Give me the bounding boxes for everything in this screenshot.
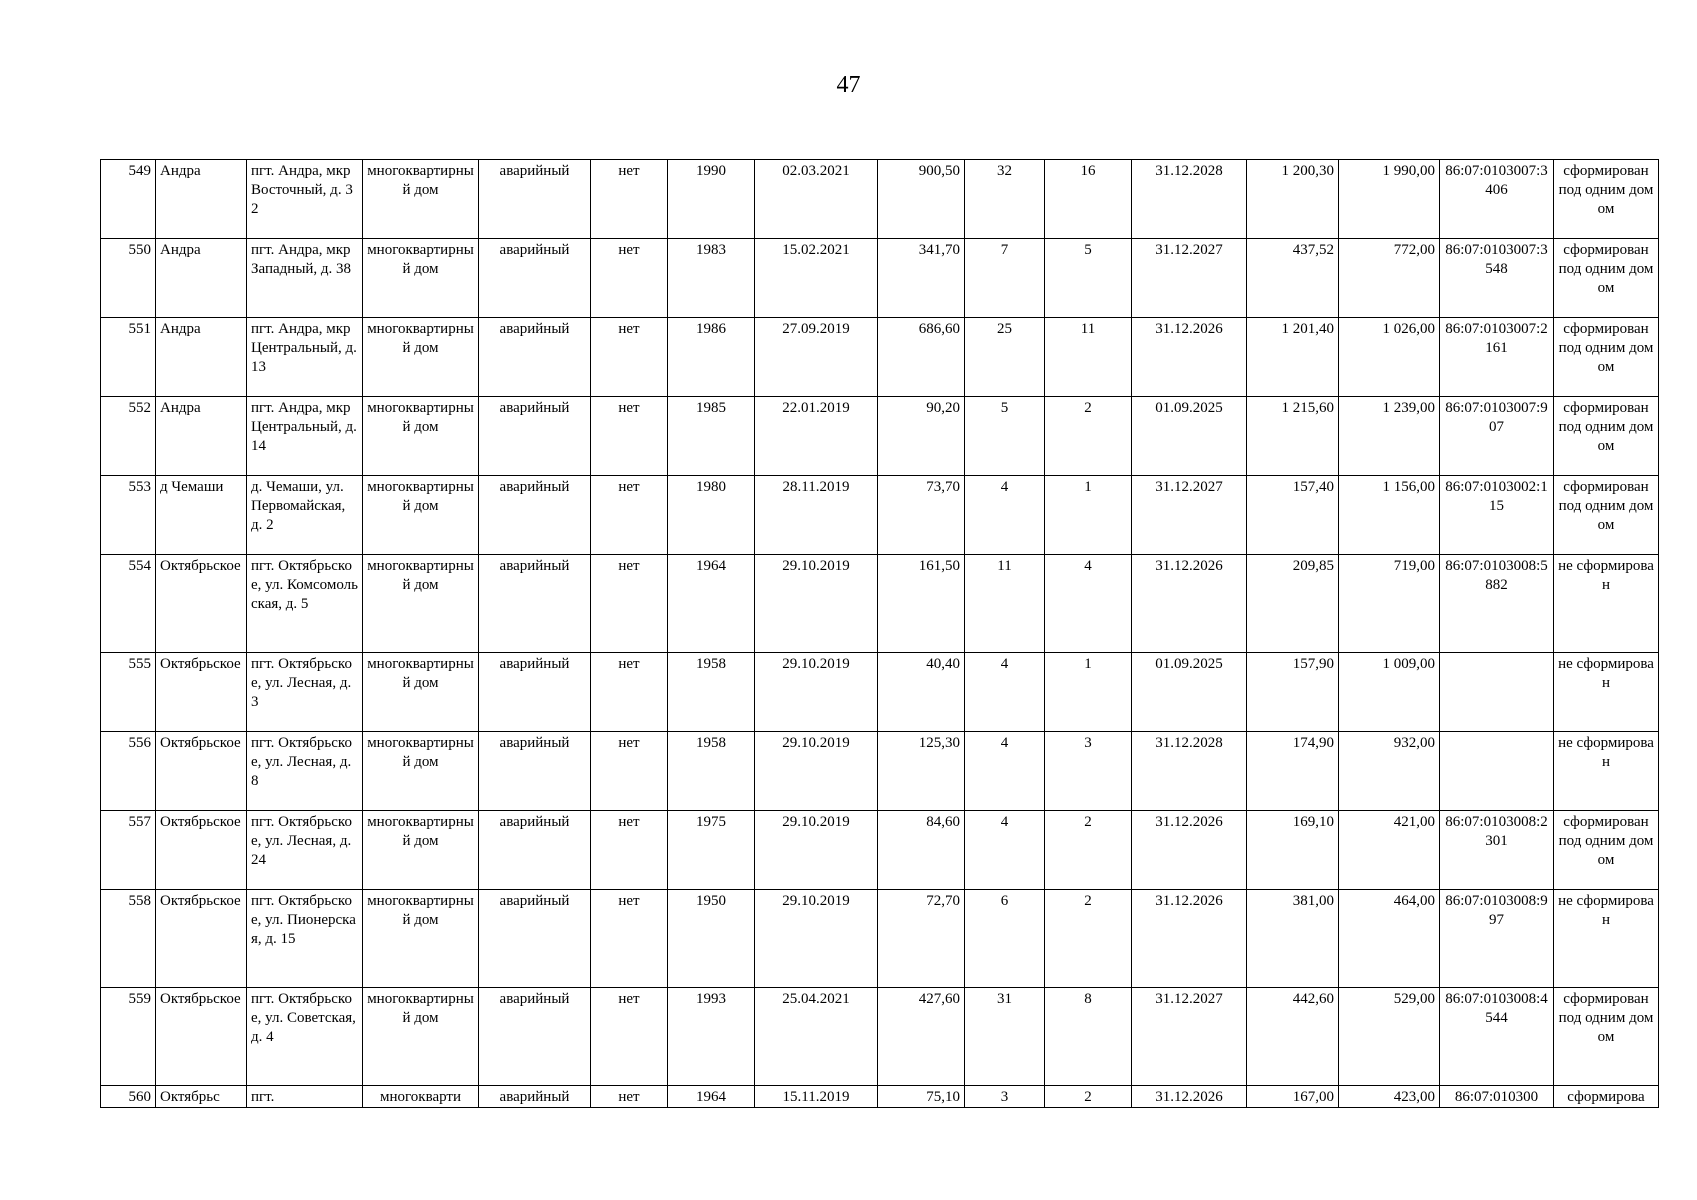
cell-plot: сформирован под одним домом: [1554, 988, 1659, 1086]
table-row: [101, 555, 1659, 653]
cell-deadline: 01.09.2025: [1132, 397, 1247, 476]
cell-status: аварийный: [479, 732, 591, 811]
cell-plot: сформирован под одним домом: [1554, 476, 1659, 555]
cell-plot: сформирован под одним домом: [1554, 397, 1659, 476]
table-row: [101, 318, 1659, 397]
cell-type: многоквартирный дом: [363, 160, 479, 239]
cell-flag: нет: [591, 1086, 668, 1108]
cell-address: пгт. Андра, мкр Центральный, д. 13: [247, 318, 363, 397]
cell-plot: не сформирован: [1554, 555, 1659, 653]
table-row: [101, 732, 1659, 811]
cell-address: пгт. Андра, мкр Центральный, д. 14: [247, 397, 363, 476]
cell-cadastral: 86:07:0103002:115: [1440, 476, 1554, 555]
cell-flats: 11: [1045, 318, 1132, 397]
cell-settlement: Октябрьское: [156, 555, 247, 653]
cell-area: 73,70: [878, 476, 965, 555]
cell-residents: 4: [965, 653, 1045, 732]
cell-flag: нет: [591, 732, 668, 811]
table-body: [101, 160, 1659, 1108]
cell-cadastral: 86:07:0103007:3406: [1440, 160, 1554, 239]
cell-no: 555: [101, 653, 156, 732]
cell-type: многоквартирный дом: [363, 555, 479, 653]
cell-year: 1983: [668, 239, 755, 318]
cell-flag: нет: [591, 988, 668, 1086]
cell-plot: не сформирован: [1554, 653, 1659, 732]
cell-flats: 8: [1045, 988, 1132, 1086]
cell-land: 529,00: [1339, 988, 1440, 1086]
cell-status: аварийный: [479, 811, 591, 890]
cell-type: многоквартирный дом: [363, 239, 479, 318]
cell-flats: 5: [1045, 239, 1132, 318]
cell-settlement: д Чемаши: [156, 476, 247, 555]
cell-land: 1 156,00: [1339, 476, 1440, 555]
cell-land: 421,00: [1339, 811, 1440, 890]
table-row: [101, 653, 1659, 732]
cell-type: многоквартирный дом: [363, 397, 479, 476]
cell-deadline: 31.12.2027: [1132, 476, 1247, 555]
cell-flats: 1: [1045, 476, 1132, 555]
cell-deadline: 31.12.2026: [1132, 890, 1247, 988]
cell-date: 15.11.2019: [755, 1086, 878, 1108]
cell-land: 719,00: [1339, 555, 1440, 653]
cell-plot: сформирован под одним домом: [1554, 811, 1659, 890]
cell-status: аварийный: [479, 1086, 591, 1108]
cell-type: многоквартирный дом: [363, 811, 479, 890]
cell-deadline: 31.12.2027: [1132, 239, 1247, 318]
cell-status: аварийный: [479, 397, 591, 476]
cell-no: 557: [101, 811, 156, 890]
cell-date: 29.10.2019: [755, 890, 878, 988]
cell-land: 1 026,00: [1339, 318, 1440, 397]
cell-address: пгт. Октябрьское, ул. Пионерская, д. 15: [247, 890, 363, 988]
cell-deadline: 01.09.2025: [1132, 653, 1247, 732]
cell-type: многокварти: [363, 1086, 479, 1108]
cell-address: пгт. Октябрьское, ул. Лесная, д. 3: [247, 653, 363, 732]
cell-date: 29.10.2019: [755, 653, 878, 732]
cell-settlement: Андра: [156, 318, 247, 397]
cell-address: пгт. Октябрьское, ул. Комсомольская, д. 5: [247, 555, 363, 653]
cell-deadline: 31.12.2026: [1132, 318, 1247, 397]
cell-settlement: Октябрьс: [156, 1086, 247, 1108]
cell-plot: не сформирован: [1554, 890, 1659, 988]
cell-area: 40,40: [878, 653, 965, 732]
table-row: [101, 160, 1659, 239]
cell-status: аварийный: [479, 555, 591, 653]
cell-flag: нет: [591, 239, 668, 318]
cell-area: 84,60: [878, 811, 965, 890]
cell-status: аварийный: [479, 890, 591, 988]
cell-year: 1975: [668, 811, 755, 890]
cell-settlement: Октябрьское: [156, 653, 247, 732]
cell-year: 1993: [668, 988, 755, 1086]
cell-area: 427,60: [878, 988, 965, 1086]
cell-flats: 2: [1045, 1086, 1132, 1108]
cell-address: д. Чемаши, ул. Первомайская, д. 2: [247, 476, 363, 555]
cell-year: 1958: [668, 732, 755, 811]
cell-cadastral: [1440, 732, 1554, 811]
cell-no: 558: [101, 890, 156, 988]
cell-area2: 381,00: [1247, 890, 1339, 988]
cell-plot: сформирова: [1554, 1086, 1659, 1108]
cell-no: 553: [101, 476, 156, 555]
cell-cadastral: 86:07:0103008:4544: [1440, 988, 1554, 1086]
cell-year: 1986: [668, 318, 755, 397]
cell-flats: 2: [1045, 397, 1132, 476]
cell-cadastral: 86:07:0103007:907: [1440, 397, 1554, 476]
table-row: [101, 988, 1659, 1086]
cell-status: аварийный: [479, 653, 591, 732]
cell-year: 1964: [668, 555, 755, 653]
cell-no: 556: [101, 732, 156, 811]
cell-cadastral: 86:07:0103007:3548: [1440, 239, 1554, 318]
cell-type: многоквартирный дом: [363, 318, 479, 397]
cell-residents: 7: [965, 239, 1045, 318]
cell-no: 549: [101, 160, 156, 239]
table-row: [101, 239, 1659, 318]
cell-flag: нет: [591, 318, 668, 397]
cell-date: 29.10.2019: [755, 555, 878, 653]
cell-area: 900,50: [878, 160, 965, 239]
cell-area: 686,60: [878, 318, 965, 397]
table-row: [101, 890, 1659, 988]
cell-type: многоквартирный дом: [363, 653, 479, 732]
cell-residents: 11: [965, 555, 1045, 653]
cell-address: пгт. Октябрьское, ул. Лесная, д. 24: [247, 811, 363, 890]
cell-address: пгт. Октябрьское, ул. Лесная, д. 8: [247, 732, 363, 811]
cell-land: 1 239,00: [1339, 397, 1440, 476]
cell-flats: 2: [1045, 890, 1132, 988]
table-row: [101, 1086, 1659, 1108]
cell-cadastral: 86:07:0103007:2161: [1440, 318, 1554, 397]
cell-area: 125,30: [878, 732, 965, 811]
cell-area2: 174,90: [1247, 732, 1339, 811]
cell-flats: 4: [1045, 555, 1132, 653]
cell-deadline: 31.12.2027: [1132, 988, 1247, 1086]
cell-plot: сформирован под одним домом: [1554, 239, 1659, 318]
cell-area2: 169,10: [1247, 811, 1339, 890]
cell-flag: нет: [591, 555, 668, 653]
cell-area: 341,70: [878, 239, 965, 318]
cell-area2: 1 201,40: [1247, 318, 1339, 397]
cell-address: пгт. Андра, мкр Западный, д. 38: [247, 239, 363, 318]
cell-address: пгт.: [247, 1086, 363, 1108]
cell-no: 554: [101, 555, 156, 653]
cell-residents: 31: [965, 988, 1045, 1086]
cell-area: 72,70: [878, 890, 965, 988]
cell-status: аварийный: [479, 318, 591, 397]
housing-registry-table: [100, 159, 1659, 1108]
cell-flag: нет: [591, 653, 668, 732]
cell-area: 75,10: [878, 1086, 965, 1108]
cell-residents: 4: [965, 811, 1045, 890]
cell-date: 28.11.2019: [755, 476, 878, 555]
cell-type: многоквартирный дом: [363, 890, 479, 988]
cell-year: 1980: [668, 476, 755, 555]
cell-flag: нет: [591, 890, 668, 988]
cell-cadastral: 86:07:0103008:997: [1440, 890, 1554, 988]
cell-flag: нет: [591, 160, 668, 239]
cell-settlement: Андра: [156, 239, 247, 318]
page-number: 47: [836, 72, 861, 98]
cell-status: аварийный: [479, 239, 591, 318]
table-row: [101, 476, 1659, 555]
cell-land: 1 009,00: [1339, 653, 1440, 732]
cell-area2: 167,00: [1247, 1086, 1339, 1108]
cell-date: 25.04.2021: [755, 988, 878, 1086]
cell-cadastral: [1440, 653, 1554, 732]
cell-type: многоквартирный дом: [363, 476, 479, 555]
cell-area: 161,50: [878, 555, 965, 653]
cell-address: пгт. Андра, мкр Восточный, д. 32: [247, 160, 363, 239]
cell-residents: 32: [965, 160, 1045, 239]
cell-status: аварийный: [479, 160, 591, 239]
cell-deadline: 31.12.2026: [1132, 811, 1247, 890]
cell-area2: 437,52: [1247, 239, 1339, 318]
cell-area2: 442,60: [1247, 988, 1339, 1086]
cell-year: 1990: [668, 160, 755, 239]
cell-residents: 4: [965, 732, 1045, 811]
cell-area2: 1 200,30: [1247, 160, 1339, 239]
cell-year: 1964: [668, 1086, 755, 1108]
cell-cadastral: 86:07:0103008:5882: [1440, 555, 1554, 653]
cell-year: 1985: [668, 397, 755, 476]
cell-address: пгт. Октябрьское, ул. Советская, д. 4: [247, 988, 363, 1086]
cell-settlement: Октябрьское: [156, 811, 247, 890]
cell-date: 02.03.2021: [755, 160, 878, 239]
cell-land: 772,00: [1339, 239, 1440, 318]
cell-no: 552: [101, 397, 156, 476]
cell-land: 464,00: [1339, 890, 1440, 988]
cell-flats: 16: [1045, 160, 1132, 239]
cell-cadastral: 86:07:010300: [1440, 1086, 1554, 1108]
cell-date: 29.10.2019: [755, 732, 878, 811]
cell-flats: 1: [1045, 653, 1132, 732]
cell-residents: 3: [965, 1086, 1045, 1108]
cell-no: 551: [101, 318, 156, 397]
cell-plot: сформирован под одним домом: [1554, 160, 1659, 239]
cell-area2: 157,40: [1247, 476, 1339, 555]
cell-land: 1 990,00: [1339, 160, 1440, 239]
cell-flats: 2: [1045, 811, 1132, 890]
cell-date: 27.09.2019: [755, 318, 878, 397]
cell-flag: нет: [591, 397, 668, 476]
cell-flag: нет: [591, 811, 668, 890]
cell-settlement: Андра: [156, 160, 247, 239]
cell-status: аварийный: [479, 476, 591, 555]
cell-area2: 1 215,60: [1247, 397, 1339, 476]
cell-residents: 25: [965, 318, 1045, 397]
cell-area2: 157,90: [1247, 653, 1339, 732]
cell-land: 423,00: [1339, 1086, 1440, 1108]
cell-date: 15.02.2021: [755, 239, 878, 318]
cell-flag: нет: [591, 476, 668, 555]
cell-no: 560: [101, 1086, 156, 1108]
cell-deadline: 31.12.2026: [1132, 555, 1247, 653]
cell-area2: 209,85: [1247, 555, 1339, 653]
cell-date: 29.10.2019: [755, 811, 878, 890]
cell-residents: 6: [965, 890, 1045, 988]
cell-settlement: Андра: [156, 397, 247, 476]
cell-deadline: 31.12.2028: [1132, 732, 1247, 811]
cell-settlement: Октябрьское: [156, 732, 247, 811]
cell-type: многоквартирный дом: [363, 732, 479, 811]
cell-deadline: 31.12.2028: [1132, 160, 1247, 239]
cell-residents: 4: [965, 476, 1045, 555]
cell-plot: не сформирован: [1554, 732, 1659, 811]
table-row: [101, 397, 1659, 476]
cell-area: 90,20: [878, 397, 965, 476]
cell-no: 550: [101, 239, 156, 318]
cell-type: многоквартирный дом: [363, 988, 479, 1086]
cell-status: аварийный: [479, 988, 591, 1086]
cell-settlement: Октябрьское: [156, 988, 247, 1086]
cell-flats: 3: [1045, 732, 1132, 811]
cell-deadline: 31.12.2026: [1132, 1086, 1247, 1108]
cell-no: 559: [101, 988, 156, 1086]
cell-land: 932,00: [1339, 732, 1440, 811]
table-row: [101, 811, 1659, 890]
cell-year: 1958: [668, 653, 755, 732]
cell-year: 1950: [668, 890, 755, 988]
cell-cadastral: 86:07:0103008:2301: [1440, 811, 1554, 890]
cell-settlement: Октябрьское: [156, 890, 247, 988]
cell-plot: сформирован под одним домом: [1554, 318, 1659, 397]
cell-date: 22.01.2019: [755, 397, 878, 476]
cell-residents: 5: [965, 397, 1045, 476]
